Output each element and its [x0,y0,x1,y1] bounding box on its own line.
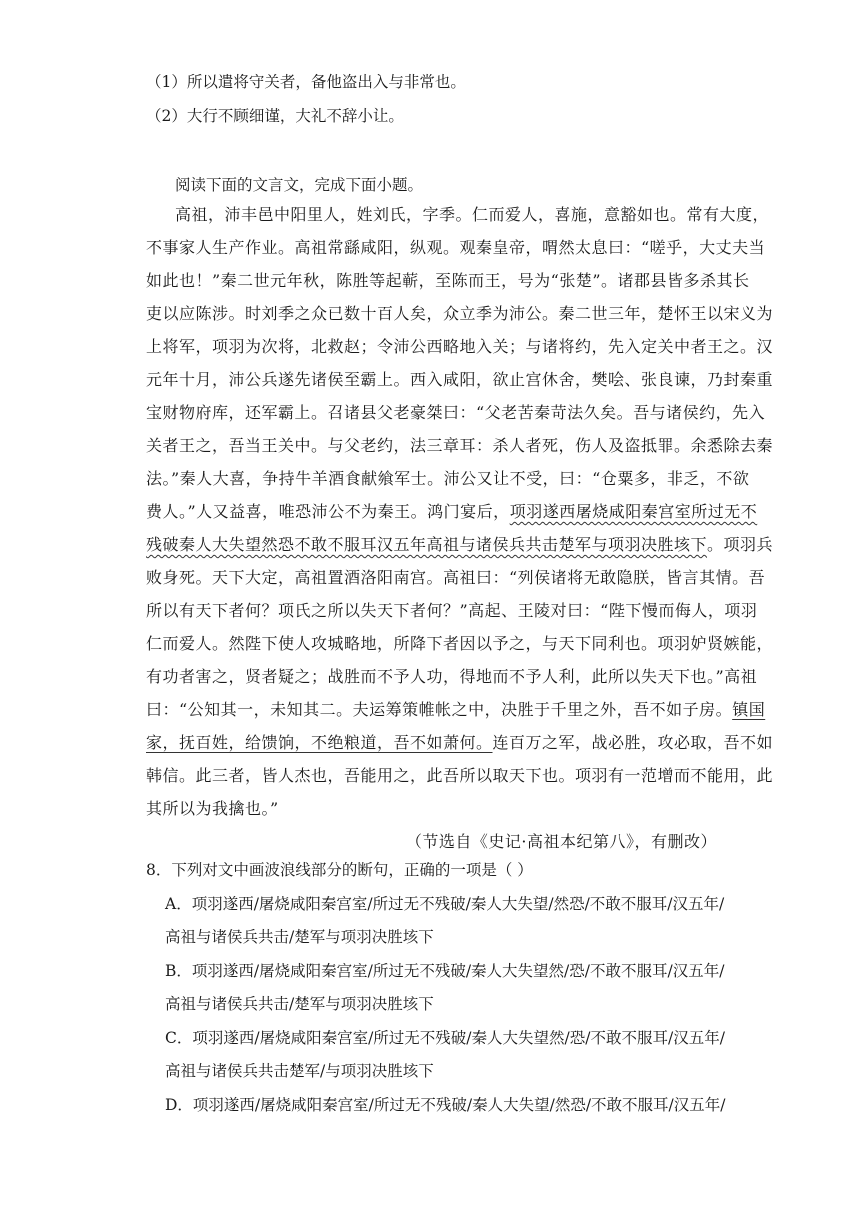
option-c: C．项羽遂西/屠烧咸阳秦宫室/所过无不残破/秦人大失望然/恐/不敢不服耳/汉五年/ [165,1029,725,1047]
passage-line [146,733,774,753]
passage-line: 如此也！”秦二世元年秋，陈胜等起蕲，至陈而王，号为“张楚”。诸郡县皆多杀其长 [146,271,750,290]
passage-line [146,535,774,555]
option-a-continued: 高祖与诸侯兵共击/楚军与项羽决胜垓下 [165,928,434,946]
passage-text: 连百万之军，战必胜，攻必取，吾不如 [492,733,774,752]
translation-item-2: （2）大行不顾细谨，大礼不辞小让。 [146,107,404,125]
passage-text: 。项羽兵 [707,535,774,554]
passage-line [146,700,766,720]
wavy-underlined-text: 项羽遂西屠烧咸阳秦宫室所过无不 [509,502,758,521]
passage-line: 韩信。此三者，皆人杰也，吾能用之，此吾所以取天下也。项羽有一范增而不能用，此 [146,766,774,785]
underlined-text: 家，抚百姓，给馈饷，不绝粮道，吾不如萧何。 [146,733,493,752]
option-d: D．项羽遂西/屠烧咸阳秦宫室/所过无不残破/秦人大失望/然恐/不敢不服耳/汉五年/ [165,1096,726,1114]
passage-line: 上将军，项羽为次将，北救赵；令沛公西略地入关；与诸将约，先入定关中者王之。汉 [146,337,774,356]
passage-line: 高祖，沛丰邑中阳里人，姓刘氏，字季。仁而爱人，喜施，意豁如也。常有大度， [175,205,770,224]
passage-line: 其所以为我擒也。” [146,799,279,818]
passage-line: 元年十月，沛公兵遂先诸侯至霸上。西入咸阳，欲止宫休舍，樊哙、张良谏，乃封秦重 [146,370,774,389]
passage-source: （节选自《史记·高祖本纪第八》，有删改） [405,832,717,851]
passage-line: 不事家人生产作业。高祖常繇咸阳，纵观。观秦皇帝，喟然太息曰：“嗟乎，大丈夫当 [146,238,766,257]
passage-line [146,502,758,522]
passage-line: 关者王之，吾当王关中。与父老约，法三章耳：杀人者死，伤人及盗抵罪。余悉除去秦 [146,436,774,455]
passage-text: 费人。”人又益喜，唯恐沛公不为秦王。鸿门宴后， [146,502,510,521]
passage-line: 败身死。天下大定，高祖置酒洛阳南宫。高祖曰：“列侯诸将无敢隐朕，皆言其情。吾 [146,568,766,587]
passage-line: 法。”秦人大喜，争持牛羊酒食献飨军士。沛公又让不受，曰：“仓粟多，非乏，不欲 [146,469,750,488]
translation-item-1: （1）所以遣将守关者，备他盗出入与非常也。 [146,73,466,91]
question-number: 8． [146,861,172,879]
passage-line: 有功者害之，贤者疑之；战胜而不予人功，得地而不予人利，此所以失天下也。”高祖 [146,667,758,686]
passage-line: 吏以应陈涉。时刘季之众已数十百人矣，众立季为沛公。秦二世三年，楚怀王以宋义为 [146,304,774,323]
passage-line: 仁而爱人。然陛下使人攻城略地，所降下者因以予之，与天下同利也。项羽妒贤嫉能， [146,634,774,653]
passage-line: 所以有天下者何？项氏之所以失天下者何？”高起、王陵对曰：“陛下慢而侮人，项羽 [146,601,758,620]
option-b: B．项羽遂西/屠烧咸阳秦宫室/所过无不残破/秦人大失望然/恐/不敢不服耳/汉五年/ [165,962,725,980]
option-c-continued: 高祖与诸侯兵共击楚军/与项羽决胜垓下 [165,1062,434,1080]
option-b-continued: 高祖与诸侯兵共击/楚军与项羽决胜垓下 [165,995,434,1013]
passage-text: 曰：“公知其一，未知其二。夫运筹策帷帐之中，决胜于千里之外，吾不如子房。 [146,700,733,719]
question-stem [146,860,533,880]
question-text: 下列对文中画波浪线部分的断句，正确的一项是（ ） [171,861,533,879]
reading-instruction: 阅读下面的文言文，完成下面小题。 [175,176,424,194]
option-a: A．项羽遂西/屠烧咸阳秦宫室/所过无不残破/秦人大失望/然恐/不敢不服耳/汉五年/ [165,895,725,913]
underlined-text: 镇国 [732,700,766,719]
passage-line: 宝财物府库，还军霸上。召诸县父老豪桀曰：“父老苦秦苛法久矣。吾与诸侯约，先入 [146,403,766,422]
wavy-underlined-text: 残破秦人大失望然恐不敢不服耳汉五年高祖与诸侯兵共击楚军与项羽决胜垓下 [146,535,708,554]
